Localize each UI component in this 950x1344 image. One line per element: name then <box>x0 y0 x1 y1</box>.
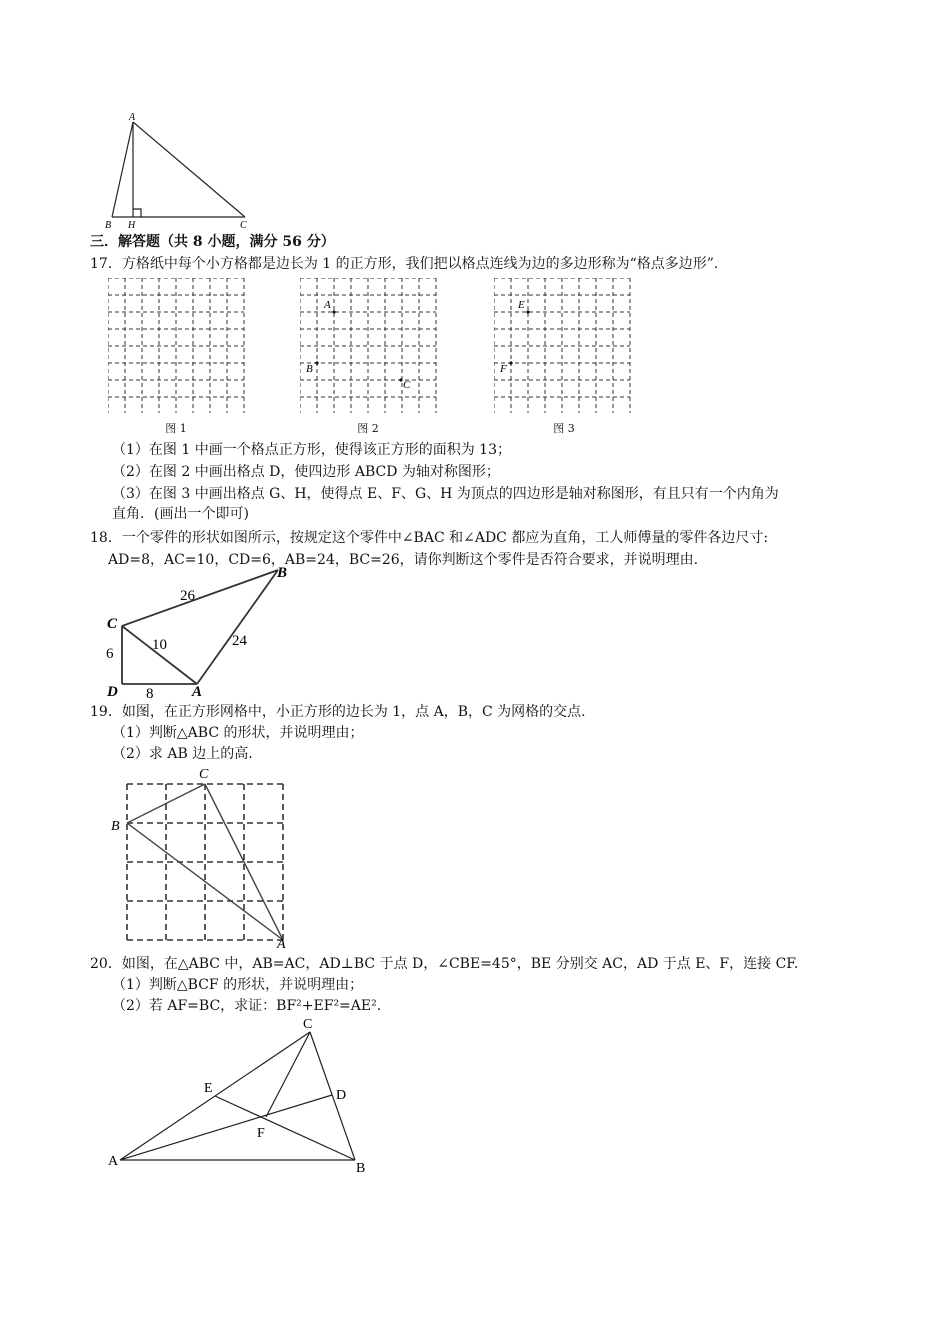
q19-label-A: A <box>277 937 286 952</box>
q20-part2: （2）若 AF=BC，求证：BF²+EF²=AE². <box>112 998 382 1014</box>
fig3-label-F: F <box>500 363 507 375</box>
top-triangle-figure <box>100 110 270 235</box>
label-A: A <box>129 112 136 123</box>
q19-label-C: C <box>199 767 209 782</box>
q18-label-A: A <box>192 684 203 700</box>
q20-stem: 20．如图，在△ABC 中，AB=AC，AD⊥BC 于点 D，∠CBE=45°，BE 分别交 AC，AD 于点 E、F，连接 CF. <box>90 956 799 972</box>
label-H: H <box>128 220 136 231</box>
q17-part2: （2）在图 2 中画出格点 D，使四边形 ABCD 为轴对称图形； <box>112 464 500 480</box>
q20-label-A: A <box>108 1154 119 1169</box>
q18-edge-BC: 26 <box>180 588 195 604</box>
q20-label-D: D <box>336 1088 347 1103</box>
q18-stem-line2: AD=8，AC=10，CD=6，AB=24，BC=26，请你判断这个零件是否符合要求，并说明理由. <box>108 552 699 568</box>
fig1-caption: 图 1 <box>165 422 187 435</box>
q20-label-C: C <box>303 1017 313 1032</box>
fig3-caption: 图 3 <box>553 422 575 435</box>
q18-edge-CD: 6 <box>106 646 114 662</box>
q19-grid-figure <box>105 762 305 952</box>
q19-label-B: B <box>111 819 120 834</box>
fig2-label-C: C <box>403 379 411 391</box>
q18-stem-line1: 18．一个零件的形状如图所示，按规定这个零件中∠BAC 和∠ADC 都应为直角，工人师傅量的零件各边尺寸: <box>90 530 769 546</box>
q19-stem: 19．如图，在正方形网格中，小正方形的边长为 1，点 A，B，C 为网格的交点. <box>90 704 586 720</box>
q18-part-figure <box>100 560 300 702</box>
q18-edge-AD: 8 <box>146 686 154 702</box>
q20-label-E: E <box>204 1081 213 1096</box>
q20-label-B: B <box>356 1161 366 1176</box>
fig2-label-B: B <box>306 363 313 375</box>
label-C: C <box>240 220 247 231</box>
q17-part3-line1: （3）在图 3 中画出格点 G、H，使得点 E、F、G、H 为顶点的四边形是轴对称图形，有且只有一个内角为 <box>112 486 779 502</box>
section-heading: 三．解答题（共 8 小题，满分 56 分） <box>90 234 335 250</box>
q17-stem: 17．方格纸中每个小方格都是边长为 1 的正方形，我们把以格点连线为边的多边形称为“格点多边形”. <box>90 256 719 272</box>
q18-label-D: D <box>107 684 118 700</box>
q20-part1: （1）判断△BCF 的形状，并说明理由； <box>112 977 364 993</box>
fig2-caption: 图 2 <box>357 422 379 435</box>
q17-part1: （1）在图 1 中画一个格点正方形，使得该正方形的面积为 13； <box>112 442 511 458</box>
q18-label-C: C <box>107 616 118 632</box>
q18-edge-AC: 10 <box>152 637 167 653</box>
fig3-label-E: E <box>518 299 525 311</box>
q20-label-F: F <box>257 1126 265 1141</box>
label-B: B <box>105 220 112 231</box>
q20-triangle-figure <box>100 1010 390 1180</box>
q18-edge-AB: 24 <box>232 633 247 649</box>
q19-part2: （2）求 AB 边上的高. <box>112 746 253 762</box>
q18-label-B: B <box>277 565 288 581</box>
q17-grid-figure-1 <box>108 278 248 413</box>
q19-part1: （1）判断△ABC 的形状，并说明理由； <box>112 725 364 741</box>
q17-grid-figure-2 <box>300 278 440 413</box>
q17-grid-figure-3 <box>494 278 634 413</box>
q17-part3-line2: 直角．(画出一个即可) <box>112 506 249 522</box>
fig2-label-A: A <box>324 299 331 311</box>
